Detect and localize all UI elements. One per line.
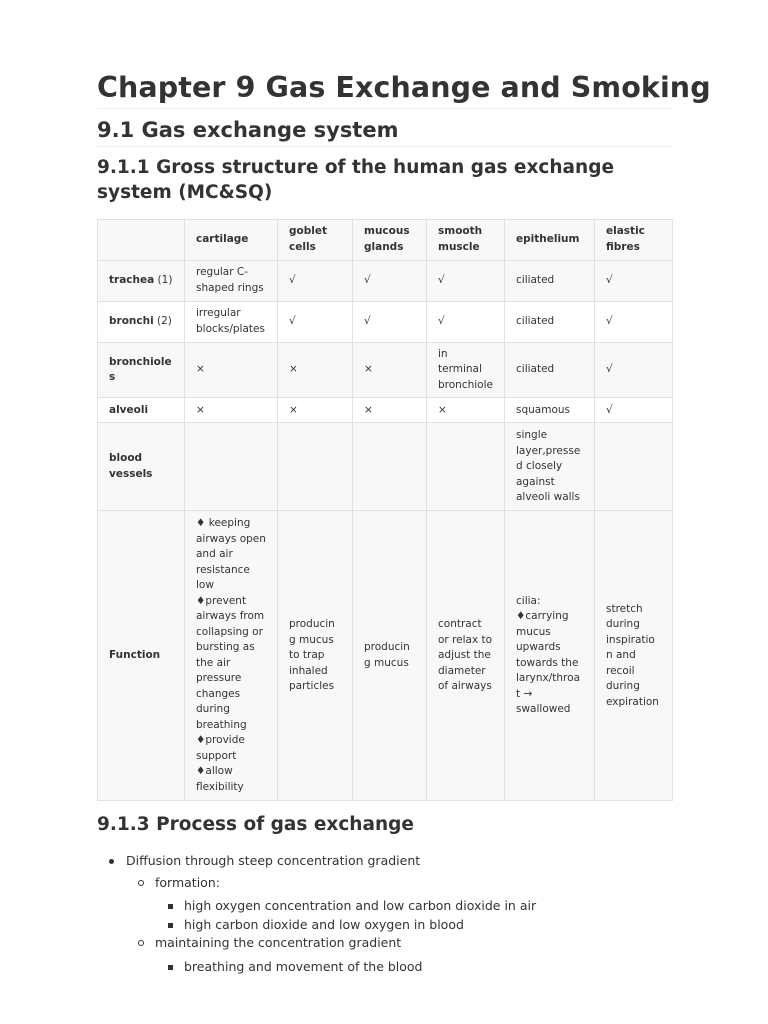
table-cell: ciliated — [505, 260, 595, 301]
row-label-name: alveoli — [109, 403, 149, 416]
table-cell: squamous — [505, 398, 595, 423]
list-item: breathing and movement of the blood — [155, 958, 672, 977]
table-header-cell: cartilage — [185, 219, 278, 260]
table-row — [98, 301, 673, 342]
table-cell: cilia: ♦carrying mucus upwards towards the larynx/throat → swallowed — [505, 511, 595, 801]
row-label-name: trachea — [109, 274, 155, 287]
document-page — [97, 70, 711, 976]
table-header-cell: elastic fibres — [595, 219, 673, 260]
table-header-cell — [98, 219, 185, 260]
list-item: high carbon dioxide and low oxygen in blood — [155, 916, 672, 935]
table-header-row — [98, 219, 673, 260]
table-cell: √ — [595, 342, 673, 398]
chapter-title: Chapter 9 Gas Exchange and Smoking — [97, 70, 672, 109]
row-label — [98, 301, 185, 342]
table-row — [98, 423, 673, 511]
table-cell: √ — [427, 301, 505, 342]
row-label — [98, 511, 185, 801]
list-item — [126, 874, 672, 935]
table-cell: stretch during inspiration and recoil during expiration — [595, 511, 673, 801]
table-cell: producing mucus — [353, 511, 427, 801]
table-cell — [185, 423, 278, 511]
table-row — [98, 398, 673, 423]
table-cell — [278, 423, 353, 511]
table-cell: irregular blocks/plates — [185, 301, 278, 342]
table-cell: ciliated — [505, 342, 595, 398]
row-label-suffix: (2) — [153, 315, 172, 328]
table-cell: ciliated — [505, 301, 595, 342]
row-label-name: Function — [109, 649, 161, 662]
table-cell: contract or relax to adjust the diameter of airways — [427, 511, 505, 801]
table-header-cell: smooth muscle — [427, 219, 505, 260]
list-item-text: Diffusion through steep concentration gradient — [126, 853, 421, 869]
table-cell: √ — [595, 260, 673, 301]
table-cell: × — [185, 398, 278, 423]
table-cell: √ — [278, 301, 353, 342]
table-header-cell: mucous glands — [353, 219, 427, 260]
table-row — [98, 342, 673, 398]
table-row — [98, 260, 673, 301]
list-item-text: formation: — [155, 874, 220, 890]
table-cell: × — [353, 398, 427, 423]
table-cell: producing mucus to trap inhaled particles — [278, 511, 353, 801]
table-cell — [353, 423, 427, 511]
table-cell: √ — [353, 301, 427, 342]
table-cell: ♦ keeping airways open and air resistance low ♦prevent airways from collapsing or bursting as the air pressure changes during breathing ♦provide support ♦allow flexibility — [185, 511, 278, 801]
table-header-cell: epithelium — [505, 219, 595, 260]
table-cell: × — [278, 398, 353, 423]
subsection-heading-process: 9.1.3 Process of gas exchange — [97, 814, 414, 836]
table-cell: × — [427, 398, 505, 423]
table-cell — [427, 423, 505, 511]
list-item: high oxygen concentration and low carbon dioxide in air — [155, 897, 672, 916]
table-cell: × — [353, 342, 427, 398]
row-label-name: bronchioles — [109, 355, 172, 384]
table-cell — [595, 423, 673, 511]
sub-sub-list — [155, 897, 672, 934]
sub-list — [126, 874, 672, 977]
table-row — [98, 511, 673, 801]
section-heading: 9.1 Gas exchange system — [97, 117, 672, 147]
table-cell: regular C-shaped rings — [185, 260, 278, 301]
process-list — [97, 852, 672, 976]
table-cell: × — [185, 342, 278, 398]
list-item-text: maintaining the concentration gradient — [155, 935, 402, 951]
list-item — [97, 852, 672, 976]
table-cell: × — [278, 342, 353, 398]
sub-sub-list — [155, 958, 672, 977]
table-header-cell: goblet cells — [278, 219, 353, 260]
row-label — [98, 260, 185, 301]
row-label-name: blood vessels — [109, 452, 153, 480]
subsection-heading-structure: 9.1.1 Gross structure of the human gas exchange system (MC&SQ) — [97, 156, 614, 203]
row-label — [98, 342, 185, 398]
table-cell: √ — [353, 260, 427, 301]
table-cell: √ — [595, 301, 673, 342]
row-label — [98, 398, 185, 423]
table-cell: in terminal bronchiole — [427, 342, 505, 398]
row-label-suffix: (1) — [154, 274, 173, 287]
table-cell: √ — [278, 260, 353, 301]
row-label — [98, 423, 185, 511]
table-cell: single layer,pressed closely against alveoli walls — [505, 423, 595, 511]
structure-table — [97, 219, 673, 802]
table-cell: √ — [427, 260, 505, 301]
table-cell: √ — [595, 398, 673, 423]
list-item — [126, 934, 672, 976]
row-label-name: bronchi — [109, 315, 154, 328]
